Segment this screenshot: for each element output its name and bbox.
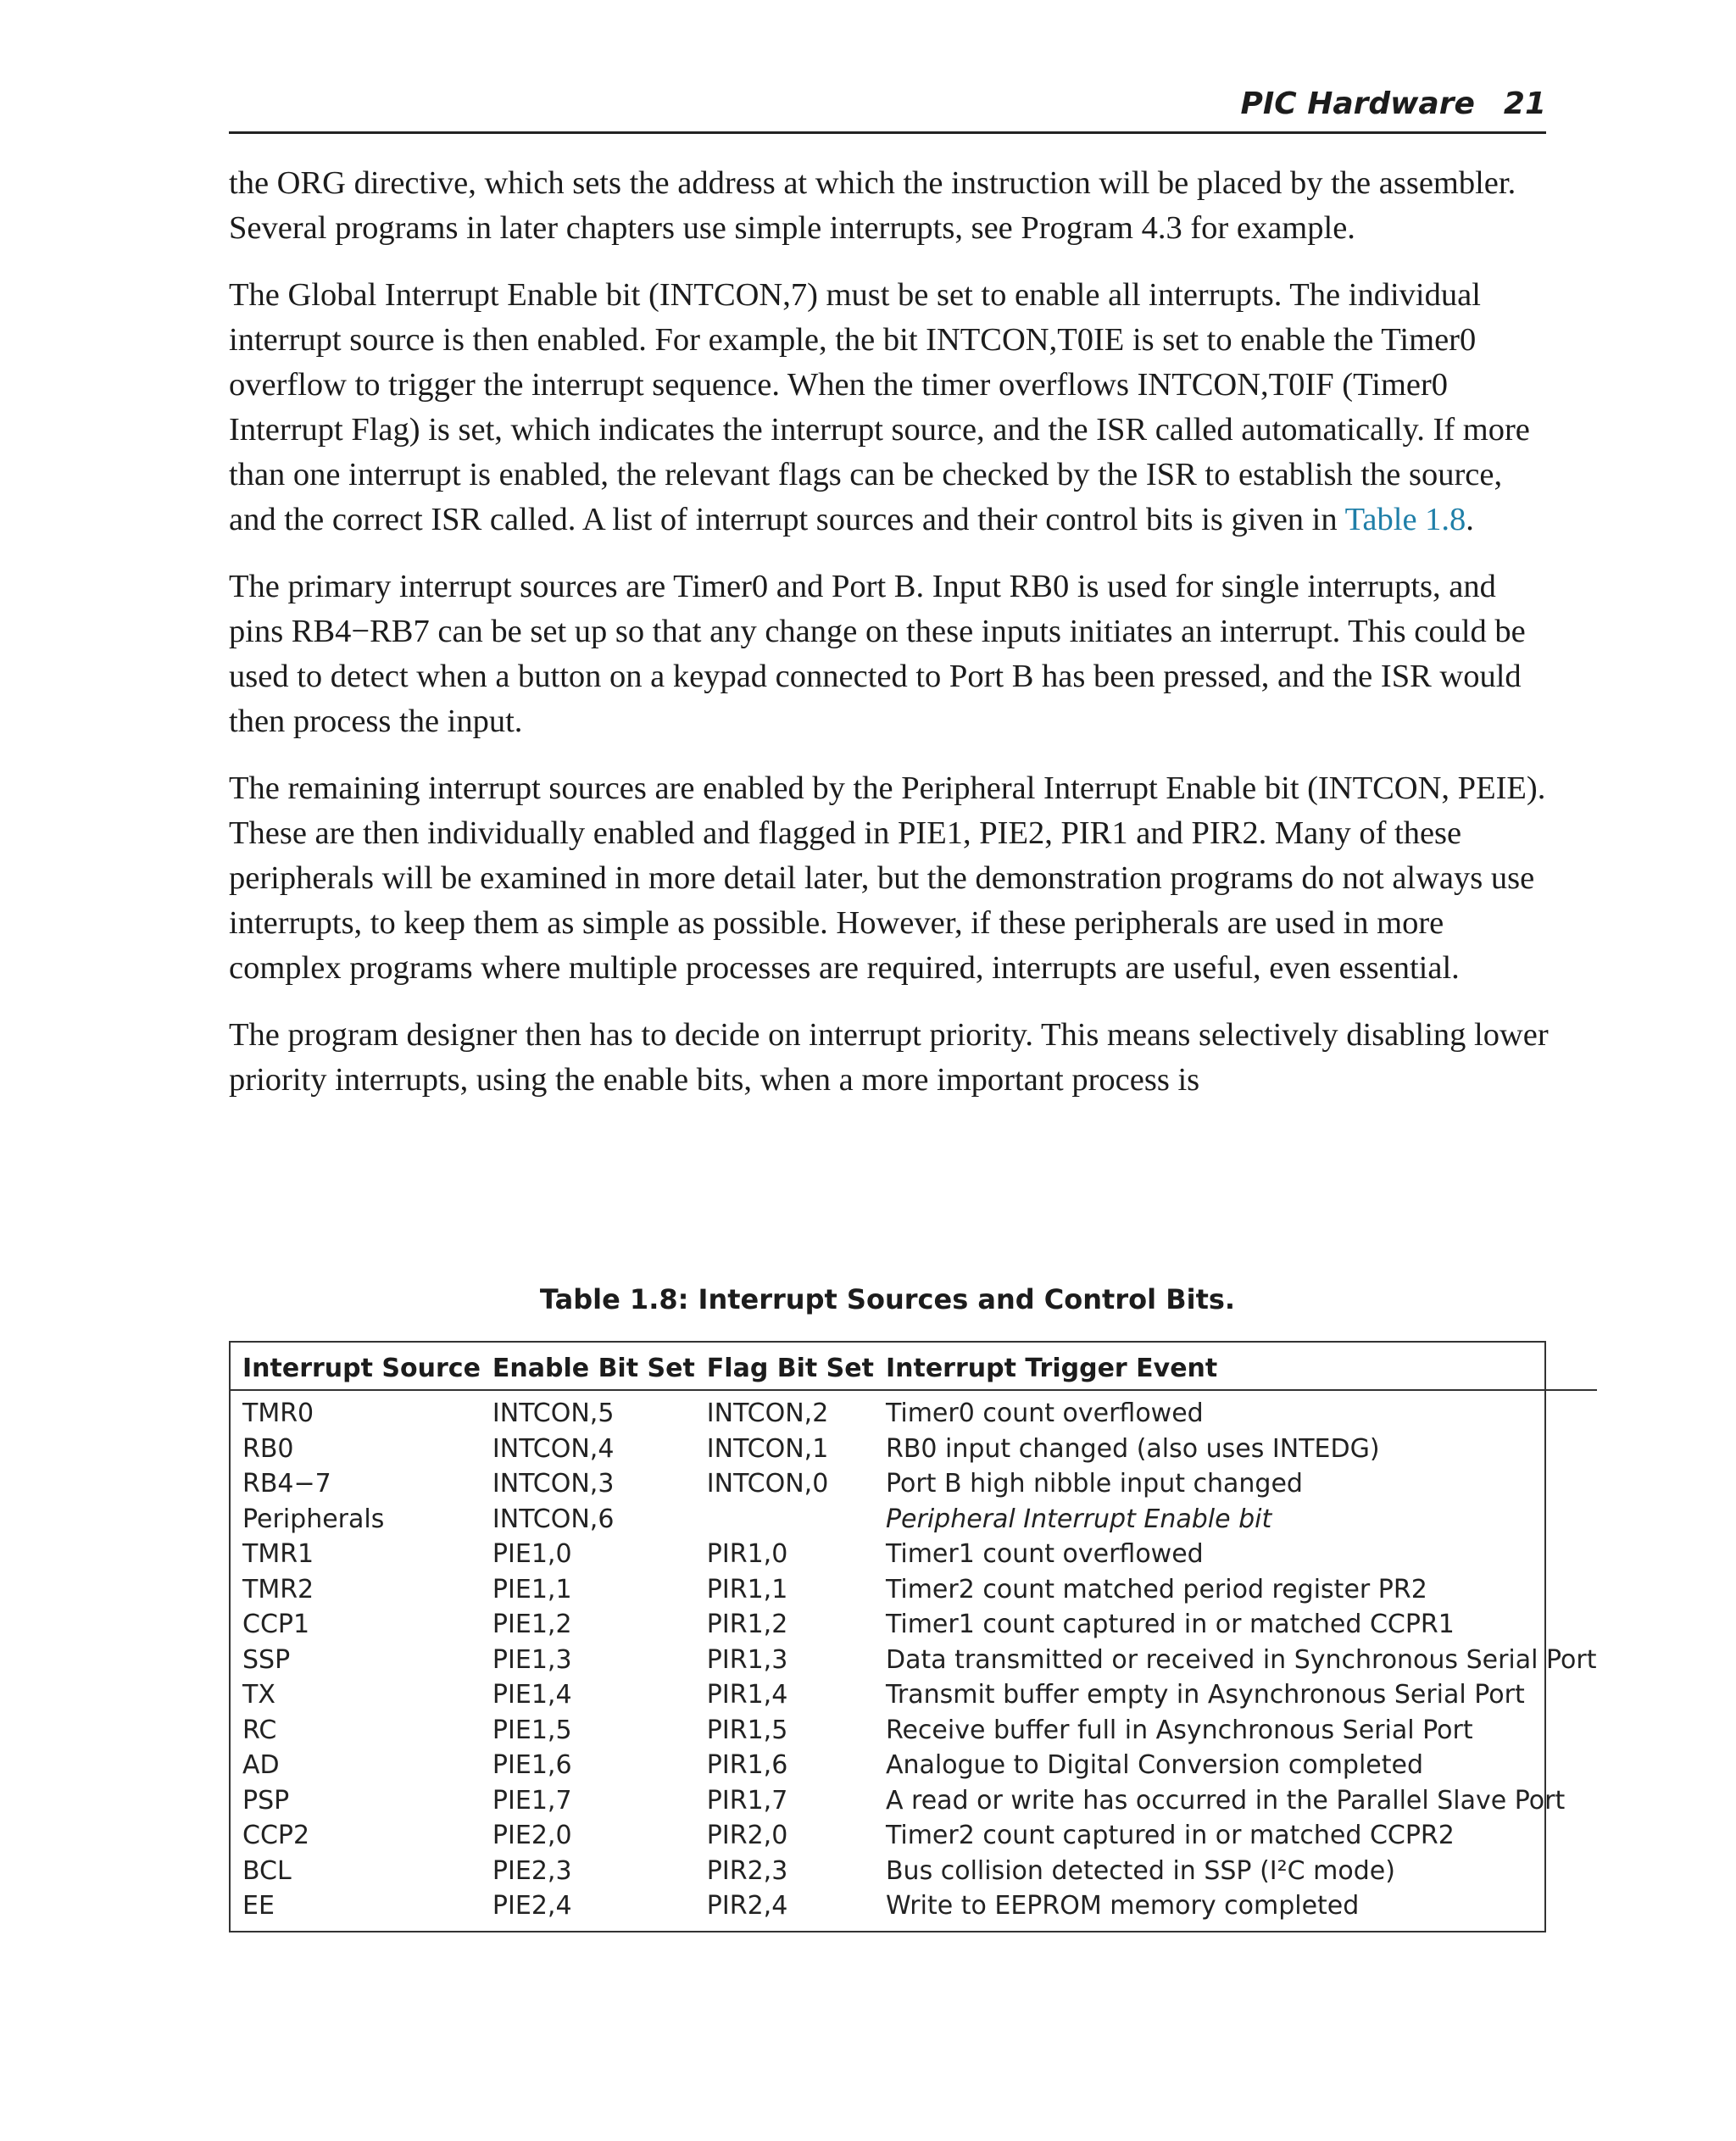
- cell-enable-bit: PIE1,2: [492, 1610, 572, 1640]
- cell-enable-bit: INTCON,6: [492, 1504, 615, 1534]
- cell-flag-bit: [695, 1502, 874, 1538]
- cell-source: TMR1: [242, 1539, 314, 1570]
- cell-flag-bit: PIR1,0: [706, 1539, 788, 1570]
- cell-enable-bit: INTCON,5: [492, 1399, 615, 1429]
- body-text: [229, 161, 1551, 1125]
- cell-flag-bit: PIR2,4: [706, 1891, 788, 1921]
- cell-enable-bit: PIE2,3: [492, 1855, 572, 1886]
- table-row: [231, 1748, 1597, 1783]
- cell-enable-bit: PIE2,0: [492, 1821, 572, 1851]
- table-row: [231, 1888, 1597, 1924]
- cell-source: TX: [242, 1680, 275, 1710]
- table-row: [231, 1572, 1597, 1608]
- paragraph: The program designer then has to decide on interrupt priority. This means selectively disabling lower priority interrupts, using the enable bits, when a more important process is: [229, 1017, 1549, 1098]
- cell-trigger-event: Port B high nibble input changed: [885, 1469, 1303, 1499]
- cell-source: RB0: [242, 1433, 294, 1464]
- cell-source: RC: [242, 1715, 277, 1745]
- cell-enable-bit: PIE1,6: [492, 1750, 572, 1781]
- cell-flag-bit: PIR1,5: [706, 1715, 788, 1745]
- cell-flag-bit: PIR1,2: [706, 1610, 788, 1640]
- cell-source: SSP: [242, 1644, 291, 1675]
- cell-source: EE: [242, 1891, 275, 1921]
- cell-trigger-event: Bus collision detected in SSP (I²C mode): [885, 1855, 1395, 1886]
- column-header-event: Interrupt Trigger Event: [874, 1343, 1597, 1390]
- cell-trigger-event: Timer2 count matched period register PR2: [885, 1574, 1427, 1604]
- cell-source: CCP2: [242, 1821, 310, 1851]
- cell-enable-bit: PIE2,4: [492, 1891, 572, 1921]
- running-header-title: PIC Hardware: [1240, 86, 1475, 121]
- column-header-source: Interrupt Source: [231, 1343, 481, 1390]
- cell-source: PSP: [242, 1785, 290, 1816]
- table-body: [231, 1390, 1597, 1924]
- cell-enable-bit: INTCON,3: [492, 1469, 615, 1499]
- cell-trigger-event: Timer1 count overflowed: [885, 1539, 1204, 1570]
- cell-source: TMR2: [242, 1574, 314, 1604]
- cell-source: TMR0: [242, 1399, 314, 1429]
- paragraph: the ORG directive, which sets the address at which the instruction will be placed by the assembler. Several programs in later chapters use simple interrupts, see Program 4.3 for example.: [229, 165, 1516, 246]
- cell-trigger-event: Transmit buffer empty in Asynchronous Serial Port: [885, 1680, 1525, 1710]
- cell-trigger-event: Peripheral Interrupt Enable bit: [885, 1504, 1272, 1534]
- cell-source: BCL: [242, 1855, 292, 1886]
- page-number: 21: [1503, 86, 1546, 121]
- table-row: [231, 1677, 1597, 1713]
- cell-trigger-event: Data transmitted or received in Synchronous Serial Port: [885, 1644, 1597, 1675]
- cell-enable-bit: PIE1,1: [492, 1574, 572, 1604]
- table-row: [231, 1607, 1597, 1643]
- cell-trigger-event: RB0 input changed (also uses INTEDG): [885, 1433, 1380, 1464]
- cell-trigger-event: Timer1 count captured in or matched CCPR1: [885, 1610, 1455, 1640]
- cell-flag-bit: INTCON,2: [706, 1399, 829, 1429]
- cell-flag-bit: PIR2,3: [706, 1855, 788, 1886]
- cell-trigger-event: Analogue to Digital Conversion completed: [885, 1750, 1424, 1781]
- table-row: [231, 1502, 1597, 1538]
- cell-flag-bit: PIR1,6: [706, 1750, 788, 1781]
- cell-trigger-event: Timer2 count captured in or matched CCPR2: [885, 1821, 1455, 1851]
- table-row: [231, 1783, 1597, 1819]
- table-row: [231, 1390, 1597, 1432]
- cell-enable-bit: PIE1,3: [492, 1644, 572, 1675]
- cell-flag-bit: PIR2,0: [706, 1821, 788, 1851]
- table-row: [231, 1432, 1597, 1467]
- column-header-flag: Flag Bit Set: [695, 1343, 874, 1390]
- cell-flag-bit: PIR1,3: [706, 1644, 788, 1675]
- table-caption: Table 1.8: Interrupt Sources and Control Bits.: [539, 1283, 1236, 1315]
- column-header-enable: Enable Bit Set: [481, 1343, 695, 1390]
- paragraph: [229, 273, 1551, 542]
- table-row: [231, 1643, 1597, 1678]
- cell-enable-bit: PIE1,7: [492, 1785, 572, 1816]
- cell-enable-bit: INTCON,4: [492, 1433, 615, 1464]
- cell-flag-bit: PIR1,1: [706, 1574, 788, 1604]
- table-row: [231, 1818, 1597, 1854]
- table-header-row: [231, 1343, 1597, 1390]
- cell-source: RB4−7: [242, 1469, 331, 1499]
- cell-source: AD: [242, 1750, 280, 1781]
- cell-flag-bit: INTCON,0: [706, 1469, 829, 1499]
- cell-enable-bit: PIE1,5: [492, 1715, 572, 1745]
- table-row: [231, 1537, 1597, 1572]
- cell-flag-bit: INTCON,1: [706, 1433, 829, 1464]
- table-row: [231, 1713, 1597, 1749]
- paragraph: The primary interrupt sources are Timer0 and Port B. Input RB0 is used for single interrupts, and pins RB4−RB7 can be set up so that any change on these inputs initiates an interrupt. This could be used to detect when a button on a keypad connected to Port B has been pressed, and the ISR would then process the input.: [229, 569, 1526, 739]
- cell-enable-bit: PIE1,4: [492, 1680, 572, 1710]
- paragraph-period: .: [1466, 502, 1474, 537]
- running-header: [229, 81, 1546, 134]
- paragraph: The remaining interrupt sources are enabled by the Peripheral Interrupt Enable bit (INTCON, PEIE). These are then individually enabled and flagged in PIE1, PIE2, PIR1 and PIR2. Many of these peripherals will be examined in more detail later, but the demonstration programs do not always use interrupts, to keep them as simple as possible. However, if these peripherals are used in more complex programs where multiple processes are required, interrupts are useful, even essential.: [229, 770, 1546, 986]
- cell-source: CCP1: [242, 1610, 310, 1640]
- cell-trigger-event: A read or write has occurred in the Parallel Slave Port: [885, 1785, 1566, 1816]
- cell-flag-bit: PIR1,7: [706, 1785, 788, 1816]
- cell-flag-bit: PIR1,4: [706, 1680, 788, 1710]
- cell-trigger-event: Receive buffer full in Asynchronous Serial Port: [885, 1715, 1473, 1745]
- paragraph-text: The Global Interrupt Enable bit (INTCON,7) must be set to enable all interrupts. The individual interrupt source is then enabled. For example, the bit INTCON,T0IE is set to enable the Timer0 overflow to trigger the interrupt sequence. When the timer overflows INTCON,T0IF (Timer0 Interrupt Flag) is set, which indicates the interrupt source, and the ISR called automatically. If more than one interrupt is enabled, the relevant flags can be checked by the ISR to establish the source, and the correct ISR called. A list of interrupt sources and their control bits is given in: [229, 277, 1530, 537]
- cell-trigger-event: Timer0 count overflowed: [885, 1399, 1204, 1429]
- interrupt-table: [229, 1341, 1597, 1932]
- table-row: [231, 1854, 1597, 1889]
- table-reference-link[interactable]: Table 1.8: [1344, 502, 1466, 537]
- table-row: [231, 1466, 1597, 1502]
- cell-source: Peripherals: [242, 1504, 385, 1534]
- cell-enable-bit: PIE1,0: [492, 1539, 572, 1570]
- cell-trigger-event: Write to EEPROM memory completed: [885, 1891, 1360, 1921]
